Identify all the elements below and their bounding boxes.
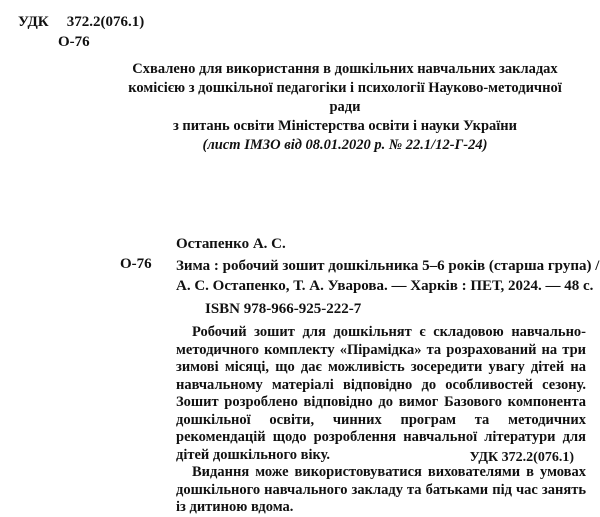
udk-number: 372.2(076.1) — [66, 14, 145, 30]
bibliographic-line-2: А. С. Остапенко, Т. А. Уварова. — Харків : ПЕТ, 2024. — 48 с. — [176, 278, 594, 294]
udk-label: УДК — [18, 14, 49, 30]
bibliographic-line-1: Зима : робочий зошит дошкільника 5–6 років (старша група) / — [176, 258, 600, 274]
author-heading: Остапенко А. С. — [176, 236, 286, 252]
annotation-paragraph-1: Робочий зошит для дошкільнят є складовою навчально-методичного комплекту «Пірамідка» та розрахований на три зимові місяці, що дає можливість зосередити увагу дітей на навчальному матеріалі відповідно до особливостей сезону. Зошит розроблено відповідно до вимог Базового компонента дошкільної освіти, чинних програм та методичних рекомендацій щодо розроблення навчальної літератури для дітей дошкільного віку. — [176, 324, 586, 463]
class-code: О-76 — [58, 34, 90, 50]
approval-line-1: Схвалено для використання в дошкільних навчальних закладах — [132, 61, 558, 77]
approval-reference: (лист ІМЗО від 08.01.2020 р. № 22.1/12-Г-24) — [202, 137, 488, 153]
annotation — [176, 324, 586, 517]
approval-line-3: з питань освіти Міністерства освіти і науки України — [172, 118, 518, 134]
bibliographic-code: О-76 — [120, 256, 152, 272]
annotation-paragraph-2: Видання може використовуватися вихователями в умовах дошкільного навчального закладу та батьками під час занять із дитиною вдома. — [176, 464, 586, 515]
bibliographic-entry — [176, 256, 599, 296]
udk-footer: УДК 372.2(076.1) — [469, 450, 574, 465]
approval-line-2: комісією з дошкільної педагогіки і психології Науково-методичної ради — [128, 80, 562, 115]
approval-notice — [120, 60, 570, 155]
isbn: ISBN 978-966-925-222-7 — [205, 301, 362, 317]
udk-header — [18, 14, 144, 31]
